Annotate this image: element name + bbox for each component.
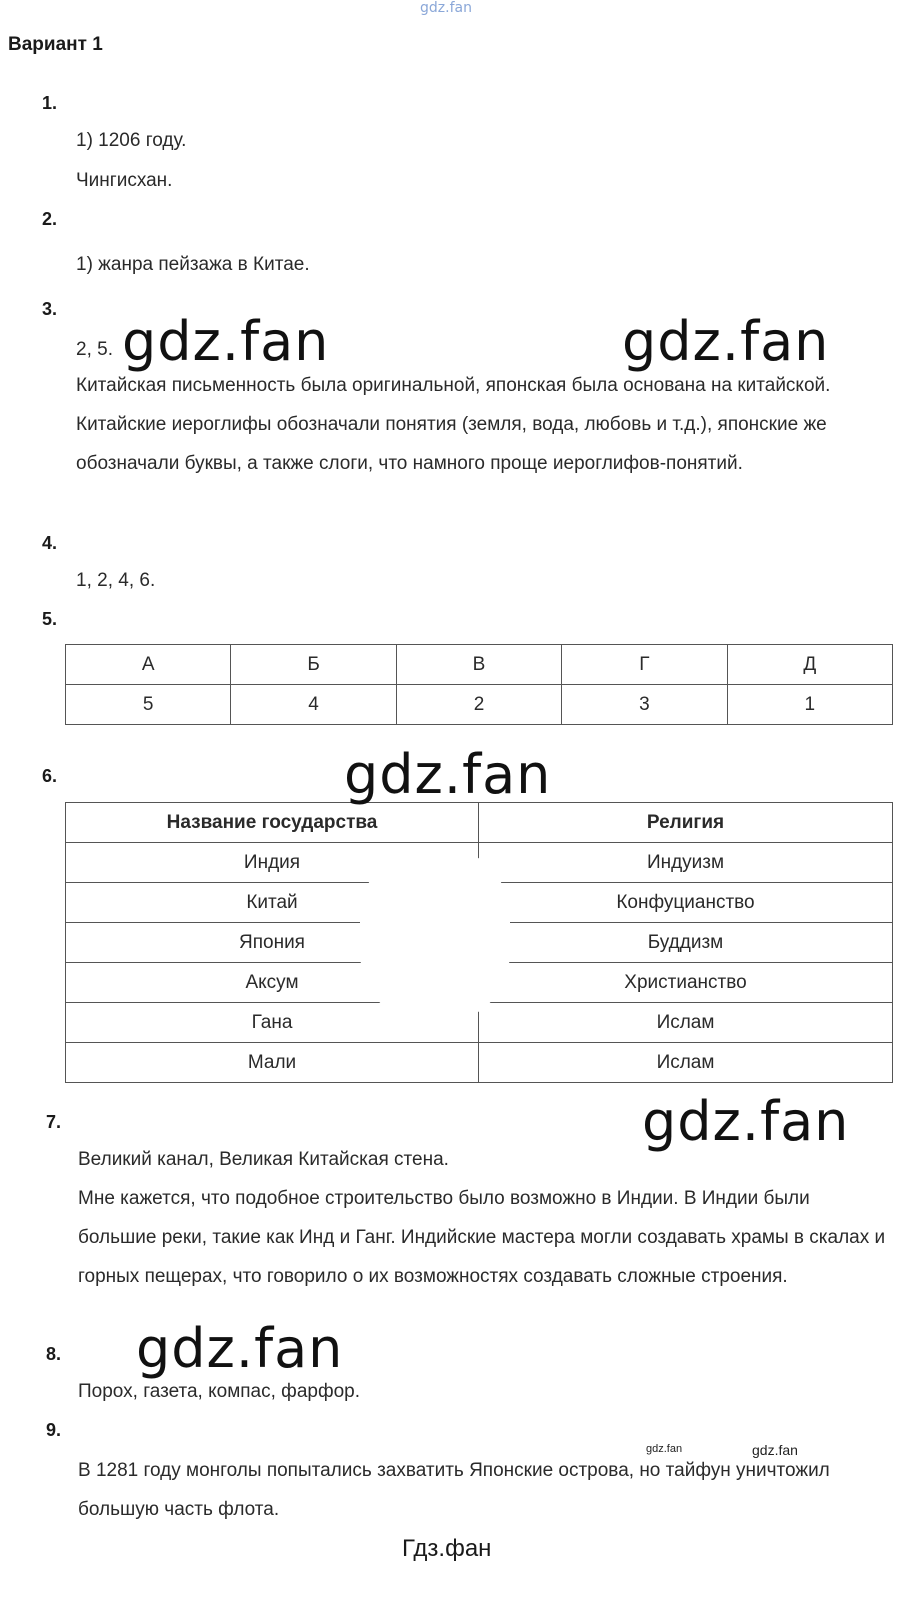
table-cell: Аксум: [66, 963, 479, 1003]
question-1-answer: 1) 1206 году.: [76, 130, 187, 151]
table-cell: В: [396, 645, 561, 685]
table-cell: 3: [562, 685, 727, 725]
table-cell: 2: [396, 685, 561, 725]
question-2-number: 2.: [42, 209, 58, 229]
table-cell: Конфуцианство: [479, 883, 893, 923]
question-6-number: 6.: [42, 766, 58, 786]
question-4-number: 4.: [42, 533, 58, 553]
matching-table: [65, 644, 893, 725]
table-cell: Буддизм: [479, 923, 893, 963]
table-cell: 1: [727, 685, 892, 725]
table-cell: Христианство: [479, 963, 893, 1003]
table-cell: Ислам: [479, 1003, 893, 1043]
question-7-number: 7.: [46, 1112, 62, 1132]
table-cell: Г: [562, 645, 727, 685]
watermark-small: gdz.fan: [752, 1442, 798, 1458]
table-cell: 5: [66, 685, 231, 725]
question-8-number: 8.: [46, 1344, 62, 1364]
question-9-answer: В 1281 году монголы попытались захватить Японские острова, но тайфун уничтожил большую часть флота.: [78, 1460, 830, 1520]
question-3-answer: 2, 5.: [76, 339, 113, 360]
erased-area: [360, 850, 510, 1020]
table-header-row: [66, 645, 893, 685]
table-header-row: [66, 803, 893, 843]
footer-text: Гдз.фан: [402, 1535, 492, 1562]
table-cell: Б: [231, 645, 396, 685]
page-title: Вариант 1: [8, 34, 103, 55]
table-cell: Д: [727, 645, 892, 685]
question-2-answer: 1) жанра пейзажа в Китае.: [76, 254, 310, 275]
table-cell: Индия: [66, 843, 479, 883]
table-cell: Китай: [66, 883, 479, 923]
watermark: gdz.fan: [136, 1317, 344, 1380]
question-9-number: 9.: [46, 1420, 62, 1440]
table-row: [66, 1043, 893, 1083]
watermark-small: gdz.fan: [646, 1443, 683, 1455]
table-row: [66, 685, 893, 725]
table-cell: Ислам: [479, 1043, 893, 1083]
watermark: gdz.fan: [642, 1090, 850, 1153]
table-cell: А: [66, 645, 231, 685]
table-cell: 4: [231, 685, 396, 725]
watermark: gdz.fan: [622, 310, 830, 373]
table-cell: Индуизм: [479, 843, 893, 883]
question-7-explanation: Мне кажется, что подобное строительство было возможно в Индии. В Индии были большие реки, такие как Инд и Ганг. Индийские мастера могли создавать храмы в скалах и горных пещерах, что говорило о их возможностях создавать сложные строения.: [78, 1188, 886, 1287]
table-cell: Япония: [66, 923, 479, 963]
top-watermark: gdz.fan: [420, 0, 472, 16]
table-cell: Мали: [66, 1043, 479, 1083]
question-8-answer: Порох, газета, компас, фарфор.: [78, 1381, 360, 1402]
watermark: gdz.fan: [122, 310, 330, 373]
column-header-state: Название государства: [66, 803, 479, 843]
table-cell: Гана: [66, 1003, 479, 1043]
question-3-explanation: Китайская письменность была оригинальной, японская была основана на китайской. Китайские иероглифы обозначали понятия (земля, вода, любовь и т.д.), японские же обозначали буквы, а также слоги, что намного проще иероглифов-понятий.: [76, 375, 831, 474]
watermark: gdz.fan: [344, 743, 552, 806]
column-header-religion: Религия: [479, 803, 893, 843]
question-1-answer-name: Чингисхан.: [76, 170, 173, 191]
question-7-answer: Великий канал, Великая Китайская стена.: [78, 1149, 449, 1170]
question-5-number: 5.: [42, 609, 58, 629]
question-3-number: 3.: [42, 299, 58, 319]
question-1-number: 1.: [42, 93, 58, 113]
question-4-answer: 1, 2, 4, 6.: [76, 570, 156, 591]
